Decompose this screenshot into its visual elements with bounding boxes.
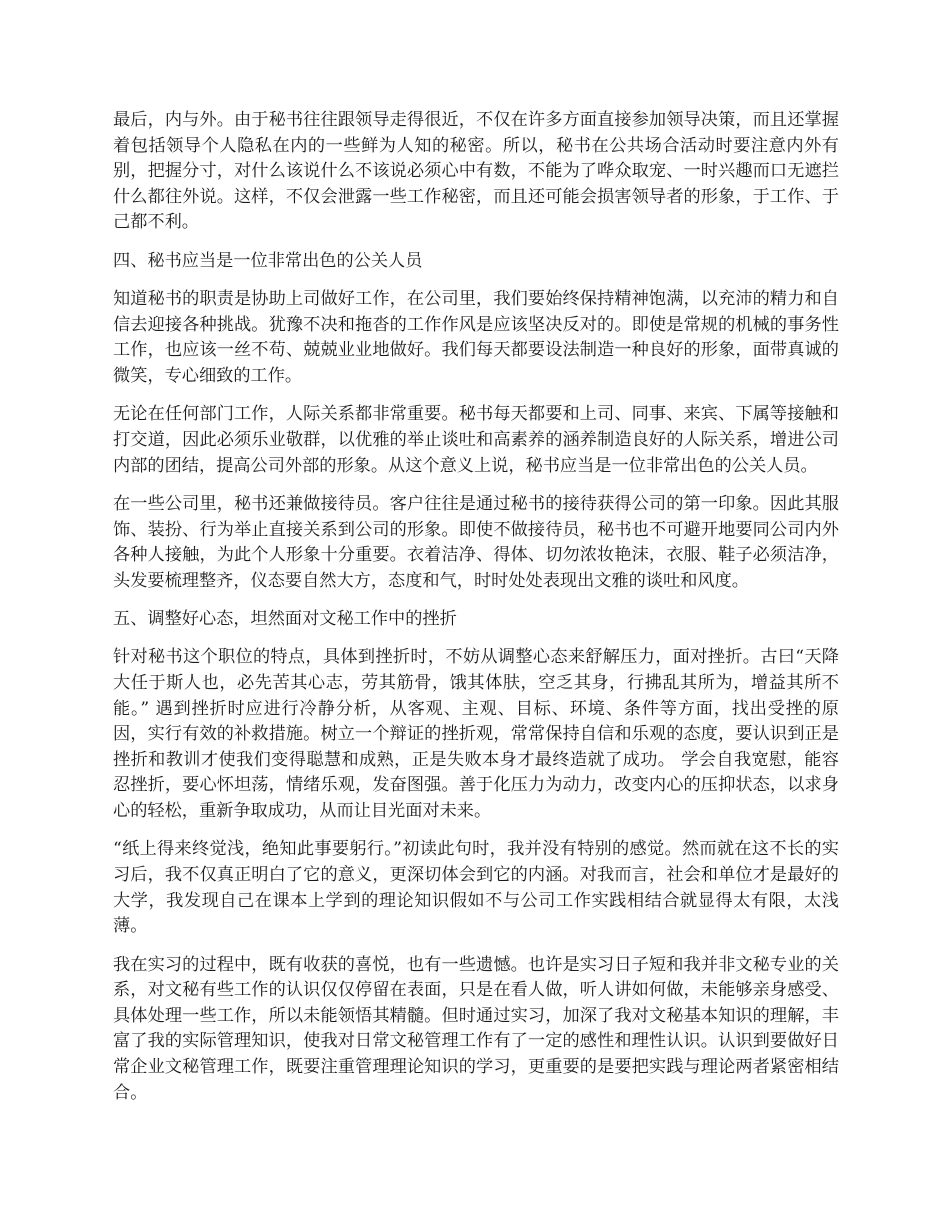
paragraph-inner-outer: 最后，内与外。由于秘书往往跟领导走得很近，不仅在许多方面直接参加领导决策，而且还掌握着包括领导个人隐私在内的一些鲜为人知的秘密。所以，秘书在公共场合活动时要注意内外有别，把握分寸，对什么该说什么不该说必须心中有数，不能为了哗众取宠、一时兴趣而口无遮拦什么都往外说。这样，不仅会泄露一些工作秘密，而且还可能会损害领导者的形象，于工作、于己都不利。 — [113, 110, 839, 233]
paragraph-reception: 在一些公司里，秘书还兼做接待员。客户往往是通过秘书的接待获得公司的第一印象。因此其服饰、装扮、行为举止直接关系到公司的形象。即使不做接待员，秘书也不可避开地要同公司内外各种人接触，为此个人形象十分重要。衣着洁净、得体、切勿浓妆艳沫，衣服、鞋子必须洁净，头发要梳理整齐，仪态要自然大方，态度和气，时时处处表现出文雅的谈吐和风度。 — [113, 493, 839, 591]
paragraph-duties: 知道秘书的职责是协助上司做好工作，在公司里，我们要始终保持精神饱满，以充沛的精力和自信去迎接各种挑战。犹豫不决和拖沓的工作作风是应该坚决反对的。即使是常规的机械的事务性工作，也应该一丝不苟、兢兢业业地做好。我们每天都要设法制造一种良好的形象，面带真诚的微笑，专心细致的工作。 — [113, 289, 839, 386]
section-heading-5: 五、调整好心态，坦然面对文秘工作中的挫折 — [113, 609, 457, 630]
section-heading-4: 四、秘书应当是一位非常出色的公关人员 — [113, 250, 423, 271]
paragraph-practice-quote: “纸上得来终觉浅，绝知此事要躬行。”初读此句时，我并没有特别的感觉。然而就在这不长的实习后，我不仅真正明白了它的意义，更深切体会到它的内涵。对我而言，社会和单位才是最好的大学，我发现自己在课本上学到的理论知识假如不与公司工作实践相结合就显得太有限，太浅薄。 — [113, 839, 839, 937]
paragraph-setbacks: 针对秘书这个职位的特点，具体到挫折时，不妨从调整心态来舒解压力，面对挫折。古曰“天降大任于斯人也，必先苦其心志，劳其筋骨，饿其体肤，空乏其身，行拂乱其所为，增益其所不能。” 遇到挫折时应进行冷静分析，从客观、主观、目标、环境、条件等方面，找出受挫的原因，实行有效的补救措施。树立一个辩证的挫折观，常常保持自信和乐观的态度，要认识到正是挫折和教训才使我们变得聪慧和成熟，正是失败本身才最终造就了成功。 学会自我宽慰，能容忍挫折，要心怀坦荡，情绪乐观，发奋图强。善于化压力为动力，改变内心的压抑状态，以求身心的轻松，重新争取成功，从而让目光面对未来。 — [113, 647, 839, 822]
paragraph-relationships: 无论在任何部门工作，人际关系都非常重要。秘书每天都要和上司、同事、来宾、下属等接触和打交道，因此必须乐业敬群，以优雅的举止谈吐和高素养的涵养制造良好的人际关系，增进公司内部的团结，提高公司外部的形象。从这个意义上说，秘书应当是一位非常出色的公关人员。 — [113, 404, 839, 476]
paragraph-internship-reflection: 我在实习的过程中，既有收获的喜悦，也有一些遗憾。也许是实习日子短和我并非文秘专业的关系，对文秘有些工作的认识仅仅停留在表面，只是在看人做，听人讲如何做，未能够亲身感受、具体处理一些工作，所以未能领悟其精髓。但时通过实习，加深了我对文秘基本知识的理解，丰富了我的实际管理知识，使我对日常文秘管理工作有了一定的感性和理性认识。认识到要做好日常企业文秘管理工作，既要注重管理理论知识的学习，更重要的是要把实践与理论两者紧密相结合。 — [113, 954, 839, 1103]
document-page — [113, 108, 839, 1119]
